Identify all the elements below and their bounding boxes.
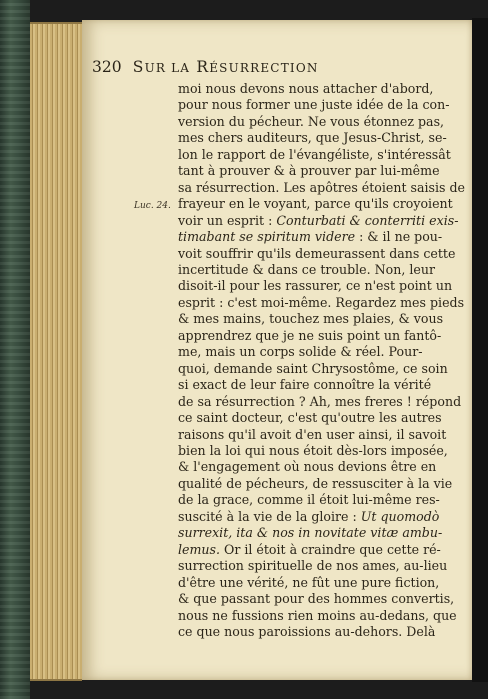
text-line: ce que nous paroissions au-dehors. Delà — [178, 623, 436, 639]
text-line: tant à prouver & à prouver par lui-même — [178, 163, 440, 179]
book-spine — [0, 0, 30, 699]
text-line: voit souffrir qu'ils demeurassent dans cette — [178, 245, 456, 261]
header-title-second-initial: R — [196, 58, 210, 76]
text-line: de la grace, comme il étoit lui-même res- — [178, 492, 440, 508]
text-line: nous ne fussions rien moins au-dedans, que — [178, 607, 457, 623]
text-segment: Or il étoit à craindre que cette ré- — [220, 541, 441, 557]
text-line: pour nous former une juste idée de la con- — [178, 97, 450, 113]
text-line: & l'engagement où nous devions être en — [178, 459, 437, 475]
text-line: lon le rapport de l'évangéliste, s'intéressât — [178, 146, 451, 162]
text-line: esprit : c'est moi-même. Regardez mes pieds — [178, 294, 465, 310]
margin-note: Luc. 24. — [134, 201, 171, 211]
header-title-second-rest: ÉSURRECTION — [209, 61, 319, 75]
text-line: sa résurrection. Les apôtres étoient saisis de — [178, 179, 466, 195]
header-title-first-initial: S — [132, 58, 145, 76]
text-line: si exact de leur faire connoître la vérité — [178, 377, 432, 393]
text-line — [178, 213, 458, 229]
latin-quote: surrexit, ita & nos in novitate vitæ ambu- — [178, 525, 443, 541]
text-line: incertitude & dans ce trouble. Non, leur — [178, 261, 435, 277]
text-line: me, mais un corps solide & réel. Pour- — [178, 344, 423, 360]
running-header — [92, 58, 319, 76]
latin-quote: Ut quomodò — [360, 508, 440, 524]
text-line: raisons qu'il avoit d'en user ainsi, il savoit — [178, 426, 447, 442]
text-line — [178, 509, 458, 525]
text-line: surrection spirituelle de nos ames, au-lieu — [178, 558, 448, 574]
text-line: version du pécheur. Ne vous étonnez pas, — [178, 113, 445, 129]
page-shadow-edge — [472, 18, 488, 682]
text-line: apprendrez que je ne suis point un fantô- — [178, 327, 442, 343]
text-line: d'être une vérité, ne fût une pure fiction, — [178, 574, 440, 590]
text-line: & mes mains, touchez mes plaies, & vous — [178, 311, 444, 327]
page-number: 320 — [92, 58, 122, 76]
text-line: bien la loi qui nous étoit dès-lors imposée, — [178, 442, 448, 458]
text-line — [178, 229, 458, 245]
text-line: quoi, demande saint Chrysostôme, ce soin — [178, 360, 448, 376]
text-line: & que passant pour des hommes convertis, — [178, 591, 455, 607]
latin-quote: timabant se spiritum videre — [178, 229, 356, 245]
latin-quote: lemus. — [178, 541, 220, 557]
text-segment: voir un esprit : — [178, 212, 273, 228]
latin-quote: Conturbati & conterriti exis- — [276, 212, 459, 228]
text-segment: : & il ne pou- — [355, 229, 443, 245]
text-line: ce saint docteur, c'est qu'outre les autres — [178, 410, 442, 426]
text-line — [178, 542, 458, 558]
text-line: de sa résurrection ? Ah, mes freres ! répond — [178, 393, 462, 409]
text-line: frayeur en le voyant, parce qu'ils croyoient — [178, 196, 453, 212]
page-edges — [30, 22, 82, 681]
text-line: disoit-il pour les rassurer, ce n'est point un — [178, 278, 453, 294]
text-line: moi nous devons nous attacher d'abord, — [178, 81, 434, 96]
text-segment: suscité à la vie de la gloire : — [178, 508, 357, 524]
text-line: mes chers auditeurs, que Jesus-Christ, se- — [178, 130, 447, 146]
text-line: qualité de pécheurs, de ressusciter à la vie — [178, 475, 453, 491]
body-text — [178, 81, 466, 640]
header-title-first-rest: UR LA — [144, 61, 191, 75]
text-line — [178, 525, 458, 541]
